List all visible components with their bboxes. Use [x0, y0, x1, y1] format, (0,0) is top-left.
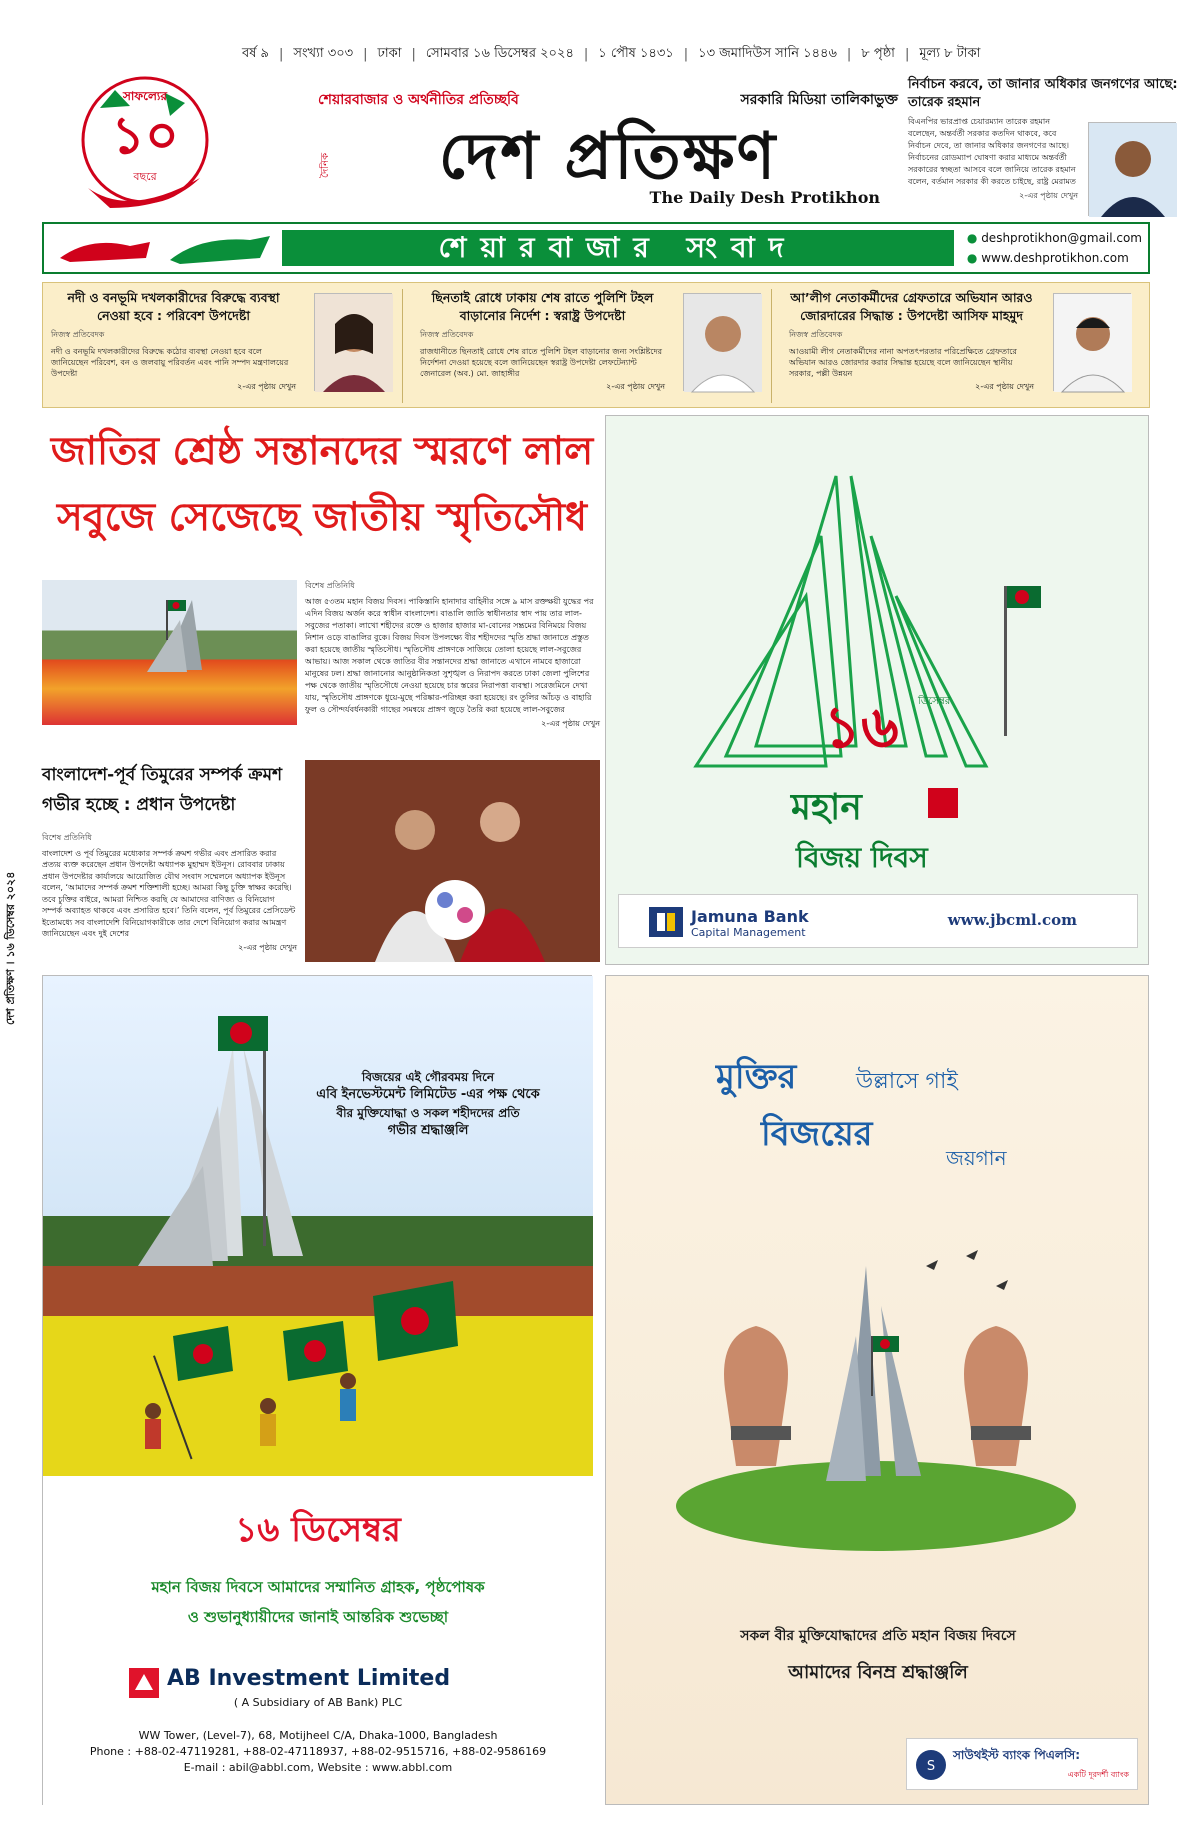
brief-byline: নিজস্ব প্রতিবেদক	[51, 330, 105, 339]
issue-number: সংখ্যা ৩০৩	[293, 45, 354, 61]
issue-date-hijri: ১৩ জমাদিউস সানি ১৪৪৬	[698, 45, 837, 61]
ribbon-label: শেয়ারবাজার সংবাদ	[282, 230, 954, 266]
contact-website[interactable]: www.deshprotikhon.com	[981, 251, 1129, 265]
memorial-illustration-icon	[606, 416, 1150, 886]
contact-info	[967, 228, 1142, 268]
person-photo-icon	[1054, 294, 1132, 392]
ad-bank-box	[906, 1738, 1138, 1790]
ad-date-number: ১৬	[823, 693, 899, 761]
second-continue[interactable]: ২-এর পৃষ্ঠায় দেখুন	[238, 942, 297, 952]
lead-byline: বিশেষ প্রতিনিধি	[305, 581, 355, 590]
brief-item[interactable]	[412, 289, 772, 403]
anniversary-number: ১০	[111, 106, 179, 166]
ab-investment-ad[interactable]	[42, 975, 592, 1805]
side-news-headline[interactable]: নির্বাচন করবে, তা জানার অধিকার জনগণের আছে: তারেক রহমান	[908, 77, 1178, 110]
lead-continue[interactable]: ২-এর পৃষ্ঠায় দেখুন	[541, 719, 600, 728]
ad-tribute-line4: গভীর শ্রদ্ধাঞ্জলি	[387, 1123, 469, 1138]
ad-tribute-line2: আমাদের বিনম্র শ্রদ্ধাঞ্জলি	[788, 1662, 968, 1683]
ad-bank-slogan: একটি দূরদর্শী ব্যাংক	[1067, 1770, 1129, 1779]
svg-text:S: S	[926, 1759, 936, 1774]
brief-continue[interactable]: ২-এর পৃষ্ঠায় দেখুন	[237, 382, 296, 391]
ad-slogan-1: মুক্তির	[716, 1057, 797, 1097]
brief-body: রাজধানীতে ছিনতাই রোধে শেষ রাতে পুলিশি টহল বাড়ানোর জন্য সংশ্লিষ্টদের নির্দেশনা দেওয়া হয়েছে বলে জানিয়েছেন স্বরাষ্ট্র উপদেষ্টা লেফটেন্যান্ট জেনারেল (অব.) মো. জাহাঙ্গীর	[420, 347, 663, 378]
issue-pages: ৮ পৃষ্ঠা	[861, 45, 895, 61]
brief-item[interactable]	[43, 289, 403, 403]
newspaper-title[interactable]: দেশ প্রতিক্ষণ	[438, 119, 778, 194]
brief-continue[interactable]: ২-এর পৃষ্ঠায় দেখুন	[975, 382, 1034, 391]
southeast-logo-icon	[915, 1749, 947, 1781]
person-photo-icon	[1089, 123, 1177, 217]
issue-info-bar: বর্ষ ৯ | সংখ্যা ৩০৩ | ঢাকা | সোমবার ১৬ ডিসেম্বর ২০২৪ | ১ পৌষ ১৪৩১ | ১৩ জমাদিউস সানি ১৪৪৬ | ৮ পৃষ্ঠা | মূল্য ৮ টাকা	[240, 44, 960, 64]
jamuna-bank-ad[interactable]	[605, 415, 1149, 965]
lead-photo-memorial	[42, 580, 297, 725]
second-byline: বিশেষ প্রতিনিধি	[42, 833, 92, 842]
brief-headline[interactable]: ছিনতাই রোধে ঢাকায় শেষ রাতে পুলিশি টহল বাড়ানোর নির্দেশ : স্বরাষ্ট্র উপদেষ্টা	[431, 290, 654, 323]
side-news-continue[interactable]: ২-এর পৃষ্ঠায় দেখুন	[1019, 191, 1078, 200]
ad-slogan-3: বিজয়ের	[761, 1114, 873, 1154]
liberation-illustration-icon	[666, 1226, 1086, 1556]
ad-title-mohan: মহান	[791, 787, 862, 828]
ab-logo-icon	[129, 1668, 159, 1698]
second-story	[42, 832, 297, 962]
ad-date-month: ডিসেম্বর	[918, 696, 951, 707]
meeting-photo-icon	[305, 760, 600, 962]
ad-slogan-4: জয়গান	[946, 1146, 1007, 1170]
ad-address-line: WW Tower, (Level-7), 68, Motijheel C/A, Dhaka-1000, Bangladesh	[138, 1729, 498, 1742]
issue-city: ঢাকা	[377, 45, 402, 61]
side-news-box	[908, 76, 1178, 218]
newspaper-english-title: The Daily Desh Protikhon	[649, 188, 880, 207]
brief-byline: নিজস্ব প্রতিবেদক	[789, 330, 843, 339]
ad-url[interactable]: www.jbcml.com	[947, 911, 1077, 929]
side-news-body: বিএনপির ভারপ্রাপ্ত চেয়ারম্যান তারেক রহমান বলেছেন, অন্তর্বর্তী সরকার কতদিন থাকবে, কবে নির্বাচন দেবে, তা জানার অধিকার জনগণের আছে। নির্বাচনের রোডম্যাপ ঘোষণা করার মাধ্যমে অন্তর্বর্তী সরকারের স্বচ্ছতা আসবে বলে জানিয়ে তারেক রহমান বলেন, বর্তমান সরকার কী করতে চাইছে, রাষ্ট্র মেরামত	[908, 117, 1076, 186]
bull-bear-icon	[50, 228, 280, 270]
memorial-flags-photo-icon	[43, 976, 593, 1476]
ad-title-bijoy: বিজয় দিবস	[796, 841, 928, 874]
news-briefs-strip	[42, 282, 1150, 408]
ad-phone-line[interactable]: Phone : +88-02-47119281, +88-02-47118937, +88-02-9515716, +88-02-9586169	[89, 1745, 547, 1758]
brief-body: আওয়ামী লীগ নেতাকর্মীদের নানা অপতৎপরতার পরিপ্রেক্ষিতে গ্রেফতারে অভিযান আরও জোরদার করার সিদ্ধান্ত হয়েছে বলে জানিয়েছেন স্থানীয় সরকার, পল্লী উন্নয়ন	[789, 347, 1017, 378]
ad-bank-name-text: Jamuna Bank	[691, 907, 809, 926]
second-headline[interactable]: বাংলাদেশ-পূর্ব তিমুরের সম্পর্ক ক্রমশ গভীর হচ্ছে : প্রধান উপদেষ্টা	[42, 765, 283, 815]
ad-message-panel	[43, 1476, 593, 1806]
globe-icon: ●	[966, 251, 978, 265]
ad-slogan-2: উল্লাসে গাই	[856, 1069, 958, 1094]
tagline-right: সরকারি মিডিয়া তালিকাভুক্ত	[740, 92, 898, 108]
ad-bank-sub: Capital Management	[691, 926, 806, 939]
ad-email-line[interactable]: E-mail : abil@abbl.com, Website : www.abbl.com	[183, 1761, 453, 1774]
southeast-bank-ad[interactable]	[605, 975, 1149, 1805]
second-photo	[305, 760, 600, 962]
brief-headline[interactable]: আ’লীগ নেতাকর্মীদের গ্রেফতারে অভিযান আরও জোরদারের সিদ্ধান্ত : উপদেষ্টা আসিফ মাহমুদ	[790, 290, 1033, 323]
brief-photo	[683, 293, 761, 391]
brief-photo	[314, 293, 392, 391]
ad-bank-name	[691, 907, 809, 939]
jamuna-logo-icon	[649, 907, 683, 937]
ad-greeting-line1: মহান বিজয় দিবসে আমাদের সম্মানিত গ্রাহক, পৃষ্ঠপোষক	[151, 1578, 485, 1596]
anniversary-logo	[70, 68, 220, 218]
ad-greeting	[63, 1572, 573, 1632]
issue-price: মূল্য ৮ টাকা	[919, 45, 981, 61]
contact-email[interactable]: deshprotikhon@gmail.com	[981, 231, 1142, 245]
ad-firm-sub: ( A Subsidiary of AB Bank) PLC	[233, 1696, 403, 1709]
brief-item[interactable]	[781, 289, 1141, 403]
ad-firm-address	[43, 1728, 593, 1776]
red-square-icon	[928, 788, 958, 818]
contact-email-row	[967, 228, 1142, 248]
issue-date-bangla: ১ পৌষ ১৪৩১	[598, 45, 674, 61]
contact-web-row	[967, 248, 1142, 268]
brief-continue[interactable]: ২-এর পৃষ্ঠায় দেখুন	[606, 382, 665, 391]
issue-date: সোমবার ১৬ ডিসেম্বর ২০২৪	[425, 45, 574, 61]
lead-story	[305, 580, 600, 750]
tagline-left: শেয়ারবাজার ও অর্থনীতির প্রতিচ্ছবি	[318, 92, 519, 108]
ad-bank-name: সাউথইস্ট ব্যাংক পিএলসি:	[953, 1748, 1081, 1762]
national-memorial-photo-icon	[42, 580, 297, 725]
brief-headline[interactable]: নদী ও বনভূমি দখলকারীদের বিরুদ্ধে ব্যবস্থা নেওয়া হবে : পরিবেশ উপদেষ্টা	[67, 290, 280, 323]
brief-body: নদী ও বনভূমি দখলকারীদের বিরুদ্ধে কঠোর ব্যবস্থা নেওয়া হবে বলে জানিয়েছেন পরিবেশ, বন ও জলবায়ু পরিবর্তন এবং পানি সম্পদ মন্ত্রণালয়ের উপদেষ্টা	[51, 347, 289, 378]
brief-photo	[1053, 293, 1131, 391]
lead-headline[interactable]: জাতির শ্রেষ্ঠ সন্তানদের স্মরণে লাল সবুজে সেজেছে জাতীয় স্মৃতিসৌধ	[50, 428, 594, 540]
issue-year: বর্ষ ৯	[242, 45, 269, 61]
ad-firm-name: AB Investment Limited	[167, 1666, 451, 1691]
anniversary-line1: সাফল্যের	[122, 89, 168, 103]
brief-byline: নিজস্ব প্রতিবেদক	[420, 330, 474, 339]
person-photo-icon	[315, 294, 393, 392]
ad-greeting-line2: ও শুভানুধ্যায়ীদের জানাই আন্তরিক শুভেচ্ছা	[187, 1608, 449, 1626]
ad-date: ১৬ ডিসেম্বর	[235, 1510, 401, 1550]
anniversary-line2: বছরে	[133, 170, 157, 183]
ad-tribute-line2: এবি ইনভেস্টমেন্ট লিমিটেড -এর পক্ষ থেকে	[316, 1087, 540, 1102]
masthead-daily-label: দৈনিক	[320, 152, 331, 178]
ad-tribute-line1: বিজয়ের এই গৌরবময় দিনে	[361, 1070, 495, 1084]
ad-tribute-text	[278, 1068, 578, 1140]
person-photo-icon	[684, 294, 762, 392]
second-body: বাংলাদেশ ও পূর্ব তিমুরের মধ্যেকার সম্পর্ক ক্রমশ গভীর এবং প্রসারিত করার প্রত্যয় ব্যক্ত করেছেন প্রধান উপদেষ্টা অধ্যাপক মুহাম্মদ ইউনূস। রোববার ঢাকায় প্রধান উপদেষ্টার কার্যালয়ে আয়োজিত যৌথ সংবাদ সম্মেলনে অধ্যাপক ইউনূস বলেন, ‘আমাদের সম্পর্ক ক্রমশ শক্তিশালী হচ্ছে। আমরা কিছু চুক্তি স্বাক্ষর করেছি। তবে চুক্তির বাইরে, আমরা নিশ্চিত করছি যে আমাদের বাণিজ্য ও বিনিয়োগ সম্পর্ক অব্যাহত থাকবে এবং প্রসারিত হবে।’ তিনি বলেন, পূর্ব তিমুরের প্রেসিডেন্ট ইতোমধ্যে সব বাংলাদেশি বিনিয়োগকারীকে তার দেশে বিনিয়োগ করার আমন্ত্রণ জানিয়েছেন এবং দুই দেশের	[42, 848, 296, 938]
tarek-rahman-photo	[1088, 122, 1176, 216]
vertical-edition-label: দেশ প্রতিক্ষণ । ১৬ ডিসেম্বর ২০২৪	[4, 871, 17, 1025]
share-market-ribbon	[42, 222, 1150, 274]
mail-icon: ●	[966, 231, 978, 245]
ad-tribute-line1: সকল বীর মুক্তিযোদ্ধাদের প্রতি মহান বিজয় দিবসে	[740, 1628, 1016, 1644]
lead-body: আজ ৫৩তম মহান বিজয় দিবস। পাকিস্তানি হানাদার বাহিনীর সঙ্গে ৯ মাস রক্তক্ষয়ী যুদ্ধের পর এদিন বিজয় অর্জন করে স্বাধীন বাংলাদেশ। বাঙালি জাতি স্বাধীনতার স্বাদ পায় তার লাল-সবুজের পতাকা। লাখো শহীদের রক্তে ও হাজার হাজার মা-বোনের সম্ভ্রমের বিনিময়ে বিজয় নিশান ওড়ে বাঙালির বুকে। বিজয় দিবস উপলক্ষ্যে বীর শহীদদের স্মৃতি শ্রদ্ধা জানাতে প্রস্তুত করা হয়েছে জাতীয় স্মৃতিসৌধ। স্মৃতিসৌধ প্রাঙ্গণকে সাজিয়ে তোলা হয়েছে লাল-সবুজের আভায়। আজ সকাল থেকে জাতির বীর সন্তানদের শ্রদ্ধা জানাতে এখানে নামবে হাজারো মানুষের ঢল। শ্রদ্ধা জানানোর আনুষ্ঠানিকতা সুশৃঙ্খল ও নিরাপদ করতে ঢাকা জেলা পুলিশের পক্ষ থেকে জাতীয় স্মৃতিসৌধে নেওয়া হয়েছে চার স্তরের নিরাপত্তা ব্যবস্থা। সরেজমিনে দেখা যায়, স্মৃতিসৌধ প্রাঙ্গণকে ধুয়ে-মুছে পরিষ্কার-পরিচ্ছন্ন করা হয়েছে। রং তুলির আঁচড় ও বাহারি ফুল ও সৌন্দর্যবর্ধনকারী গাছের সমন্বয়ে প্রাঙ্গণ জুড়ে তৈরি করা হয়েছে লাল-সবুজের	[305, 597, 594, 714]
ad-tribute-line3: বীর মুক্তিযোদ্ধা ও সকল শহীদদের প্রতি	[336, 1106, 520, 1120]
ad-footer	[618, 894, 1138, 948]
